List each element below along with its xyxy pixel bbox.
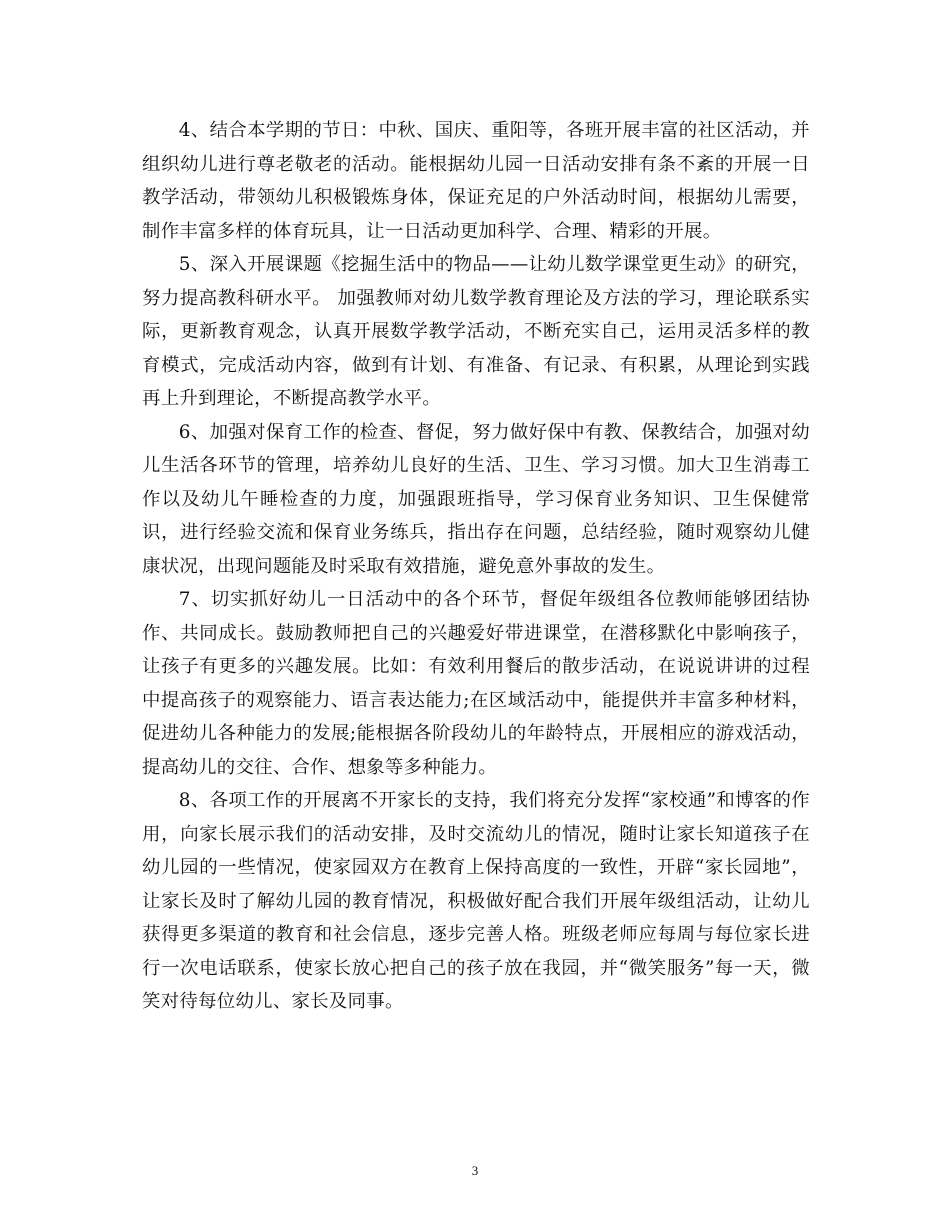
- document-body: [142, 114, 810, 1019]
- paragraph-item-8: 8、各项工作的开展离不开家长的支持，我们将充分发挥“家校通”和博客的作用，向家长展示我们的活动安排，及时交流幼儿的情况，随时让家长知道孩子在幼儿园的一些情况，使家园双方在教育上保持高度的一致性，开辟“家长园地”，让家长及时了解幼儿园的教育情况，积极做好配合我们开展年级组活动，让幼儿获得更多渠道的教育和社会信息，逐步完善人格。班级老师应每周与每位家长进行一次电话联系，使家长放心把自己的孩子放在我园，并“微笑服务”每一天，微笑对待每位幼儿、家长及同事。: [142, 790, 810, 1012]
- paragraph-item-4: 4、结合本学期的节日：中秋、国庆、重阳等，各班开展丰富的社区活动，并组织幼儿进行尊老敬老的活动。能根据幼儿园一日活动安排有条不紊的开展一日教学活动，带领幼儿积极锻炼身体，保证充足的户外活动时间，根据幼儿需要，制作丰富多样的体育玩具，让一日活动更加科学、合理、精彩的开展。: [142, 120, 810, 242]
- paragraph-item-6: 6、加强对保育工作的检查、督促，努力做好保中有教、保教结合，加强对幼儿生活各环节的管理，培养幼儿良好的生活、卫生、学习习惯。加大卫生消毒工作以及幼儿午睡检查的力度，加强跟班指导，学习保育业务知识、卫生保健常识，进行经验交流和保育业务练兵，指出存在问题，总结经验，随时观察幼儿健康状况，出现问题能及时采取有效措施，避免意外事故的发生。: [142, 421, 810, 577]
- page-number: 3: [471, 1163, 479, 1178]
- paragraph-item-7: 7、切实抓好幼儿一日活动中的各个环节，督促年级组各位教师能够团结协作、共同成长。鼓励教师把自己的兴趣爱好带进课堂，在潜移默化中影响孩子，让孩子有更多的兴趣发展。比如：有效利用餐后的散步活动，在说说讲讲的过程中提高孩子的观察能力、语言表达能力;在区域活动中，能提供并丰富多种材料，促进幼儿各种能力的发展;能根据各阶段幼儿的年龄特点，开展相应的游戏活动，提高幼儿的交往、合作、想象等多种能力。: [142, 589, 810, 778]
- paragraph-item-5: 5、深入开展课题《挖掘生活中的物品——让幼儿数学课堂更生动》的研究，努力提高教科研水平。 加强教师对幼儿数学教育理论及方法的学习，理论联系实际，更新教育观念，认真开展数学教学活动，不断充实自己，运用灵活多样的教育模式，完成活动内容，做到有计划、有准备、有记录、有积累，从理论到实践再上升到理论，不断提高教学水平。: [142, 254, 810, 409]
